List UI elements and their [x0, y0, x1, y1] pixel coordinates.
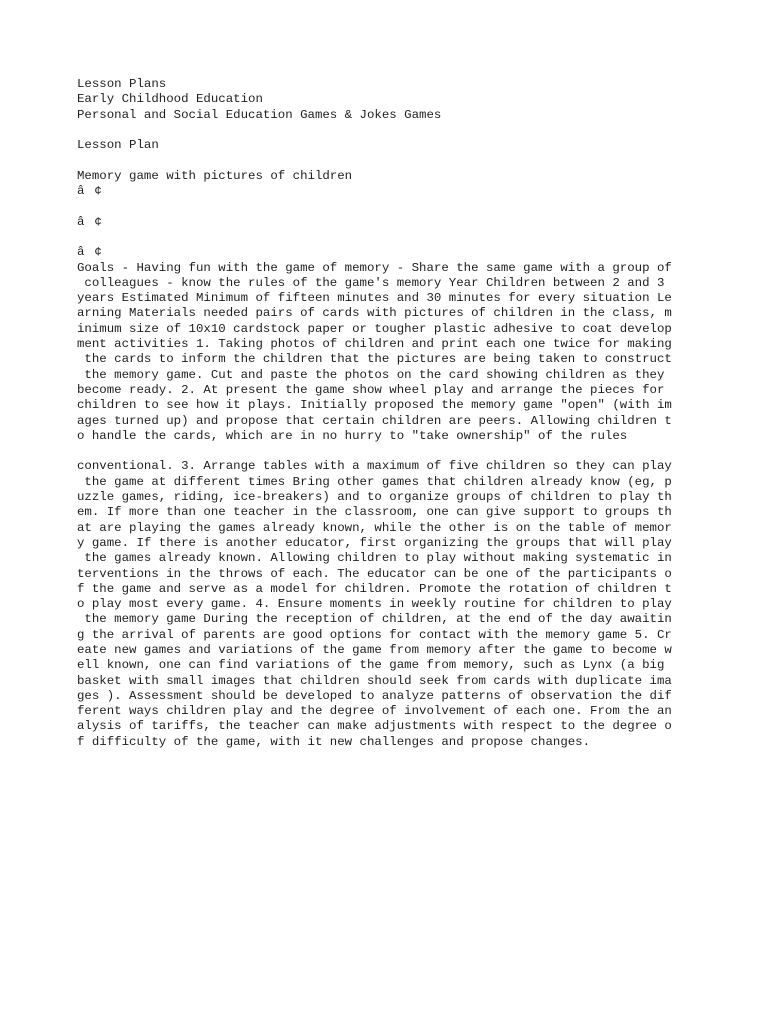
header-line-1: Lesson Plans	[77, 77, 167, 91]
paragraph-line: conventional. 3. Arrange tables with a maximum of five children so they can play	[77, 459, 672, 474]
bullet-glyph: â¢	[77, 214, 102, 229]
paragraph-line: colleagues - know the rules of the game's memory Year Children between 2 and 3	[77, 275, 665, 290]
paragraph-2	[77, 459, 717, 750]
paragraph-line: y game. If there is another educator, first organizing the groups that will play	[77, 535, 672, 550]
paragraph-line: the memory game. Cut and paste the photos on the card showing children as they	[77, 367, 665, 382]
bullet-glyph: â¢	[77, 245, 102, 260]
spacer	[77, 153, 717, 168]
paragraph-line: o handle the cards, which are in no hurry to "take ownership" of the rules	[77, 428, 628, 443]
paragraph-line: inimum size of 10x10 cardstock paper or tougher plastic adhesive to coat develop	[77, 321, 672, 336]
paragraph-line: eate new games and variations of the game from memory after the game to become w	[77, 642, 672, 657]
paragraph-line: basket with small images that children should seek from cards with duplicate ima	[77, 673, 672, 688]
paragraph-line: ages turned up) and propose that certain children are peers. Allowing children t	[77, 413, 672, 428]
header-line-3: Personal and Social Education Games & Jokes Games	[77, 107, 442, 122]
paragraph-line: the games already known. Allowing children to play without making systematic in	[77, 551, 672, 566]
paragraph-line: arning Materials needed pairs of cards with pictures of children in the class, m	[77, 306, 672, 321]
document-page	[77, 77, 717, 750]
paragraph-line: f difficulty of the game, with it new challenges and propose changes.	[77, 734, 591, 749]
spacer	[77, 230, 717, 245]
paragraph-line: em. If more than one teacher in the classroom, one can give support to groups th	[77, 505, 672, 520]
paragraph-line: years Estimated Minimum of fifteen minutes and 30 minutes for every situation Le	[77, 291, 672, 306]
paragraph-line: children to see how it plays. Initially proposed the memory game "open" (with im	[77, 398, 672, 413]
paragraph-1	[77, 261, 717, 445]
paragraph-line: at are playing the games already known, while the other is on the table of memor	[77, 520, 672, 535]
paragraph-line: ges ). Assessment should be developed to analyze patterns of observation the dif	[77, 688, 672, 703]
spacer	[77, 123, 717, 138]
paragraph-line: Goals - Having fun with the game of memory - Share the same game with a group of	[77, 260, 672, 275]
paragraph-line: f the game and serve as a model for children. Promote the rotation of children t	[77, 581, 672, 596]
bullet-glyph: â¢	[77, 184, 102, 199]
paragraph-line: the cards to inform the children that the pictures are being taken to construct	[77, 352, 672, 367]
paragraph-line: ferent ways children play and the degree of involvement of each one. From the an	[77, 704, 672, 719]
paragraph-line: the memory game During the reception of children, at the end of the day awaitin	[77, 612, 672, 627]
paragraph-line: g the arrival of parents are good options for contact with the memory game 5. Cr	[77, 627, 672, 642]
paragraph-line: o play most every game. 4. Ensure moments in weekly routine for children to play	[77, 597, 672, 612]
paragraph-line: ment activities 1. Taking photos of children and print each one twice for making	[77, 337, 672, 352]
paragraph-line: become ready. 2. At present the game show wheel play and arrange the pieces for	[77, 382, 665, 397]
paragraph-line: the game at different times Bring other games that children already know (eg, p	[77, 474, 672, 489]
section-title: Lesson Plan	[77, 138, 159, 153]
header-line-2: Early Childhood Education	[77, 92, 263, 107]
paragraph-line: ell known, one can find variations of the game from memory, such as Lynx (a big	[77, 658, 665, 673]
spacer	[77, 199, 717, 214]
paragraph-line: uzzle games, riding, ice-breakers) and to organize groups of children to play th	[77, 490, 672, 505]
lesson-title: Memory game with pictures of children	[77, 168, 353, 183]
spacer	[77, 444, 717, 459]
paragraph-line: alysis of tariffs, the teacher can make adjustments with respect to the degree o	[77, 719, 672, 734]
paragraph-line: terventions in the throws of each. The educator can be one of the participants o	[77, 566, 672, 581]
